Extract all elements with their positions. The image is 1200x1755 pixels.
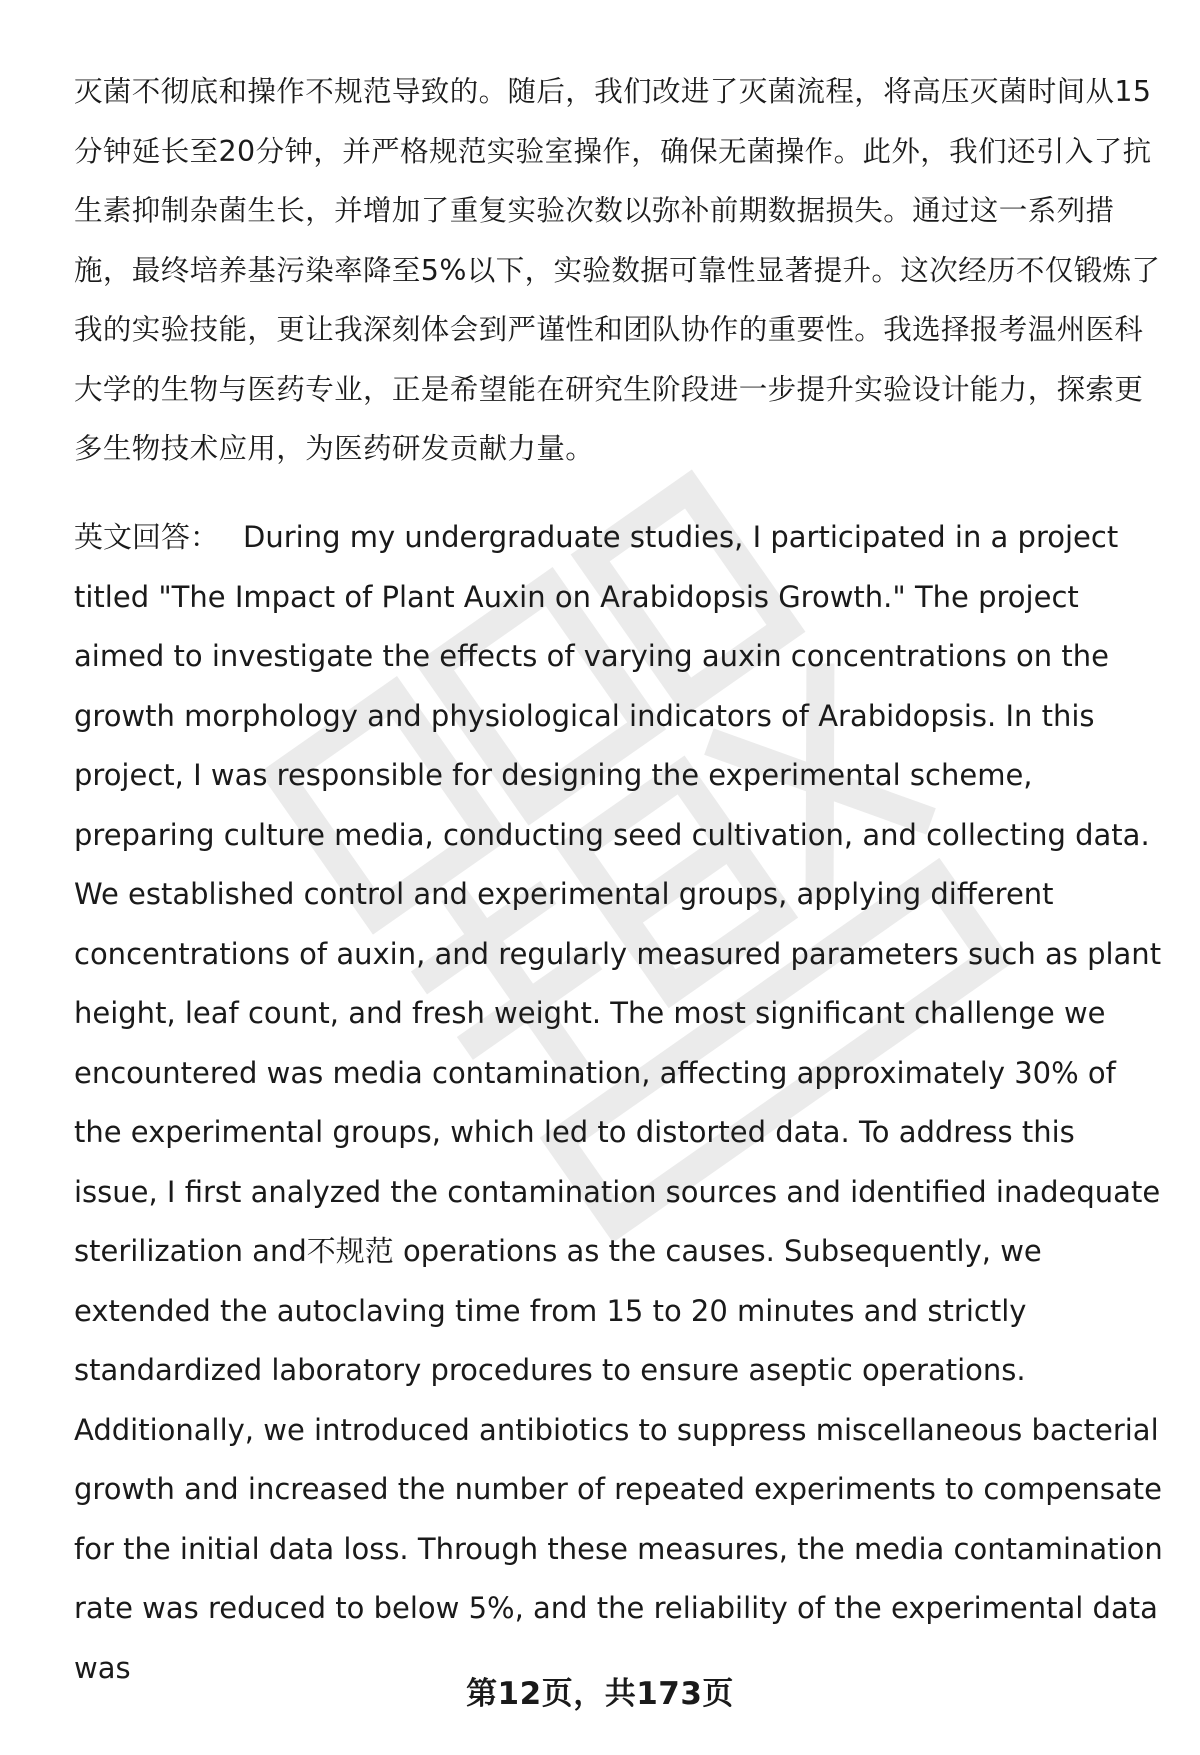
page-number-footer: 第12页，共173页 xyxy=(466,1676,734,1712)
english-answer-label: 英文回答： xyxy=(74,520,220,554)
english-answer-text: During my undergraduate studies, I participated in a project titled "The Impact of Plant Auxin on Arabidopsis Growth." The project aimed to investigate the effects of varying auxin concentrations on the growth morphology and physiological indicators of Arabidopsis. In this project, I was responsible for designing the experimental scheme, preparing culture media, conducting seed cultivation, and collecting data. We established control and experimental groups, applying different concentrations of auxin, and regularly measured parameters such as plant height, leaf count, and fresh weight. The most significant challenge we encountered was media contamination, affecting approximately 30% of the experimental groups, which led to distorted data. To address this issue, I first analyzed the contamination sources and identified inadequate sterilization and不规范 operations as the causes. Subsequently, we extended the autoclaving time from 15 to 20 minutes and strictly standardized laboratory procedures to ensure aseptic operations. Additionally, we introduced antibiotics to suppress miscellaneous bacterial growth and increased the number of repeated experiments to compensate for the initial data loss. Through these measures, the media contamination rate was reduced to below 5%, and the reliability of the experimental data was xyxy=(74,520,1163,1685)
chinese-answer-paragraph: 灭菌不彻底和操作不规范导致的。随后，我们改进了灭菌流程，将高压灭菌时间从15分钟延长至20分钟，并严格规范实验室操作，确保无菌操作。此外，我们还引入了抗生素抑制杂菌生长，并增加了重复实验次数以弥补前期数据损失。通过这一系列措施，最终培养基污染率降至5%以下，实验数据可靠性显著提升。这次经历不仅锻炼了我的实验技能，更让我深刻体会到严谨性和团队协作的重要性。我选择报考温州医科大学的生物与医药专业，正是希望能在研究生阶段进一步提升实验设计能力，探索更多生物技术应用，为医药研发贡献力量。 xyxy=(74,75,1161,465)
english-answer-paragraph xyxy=(74,508,1164,1698)
